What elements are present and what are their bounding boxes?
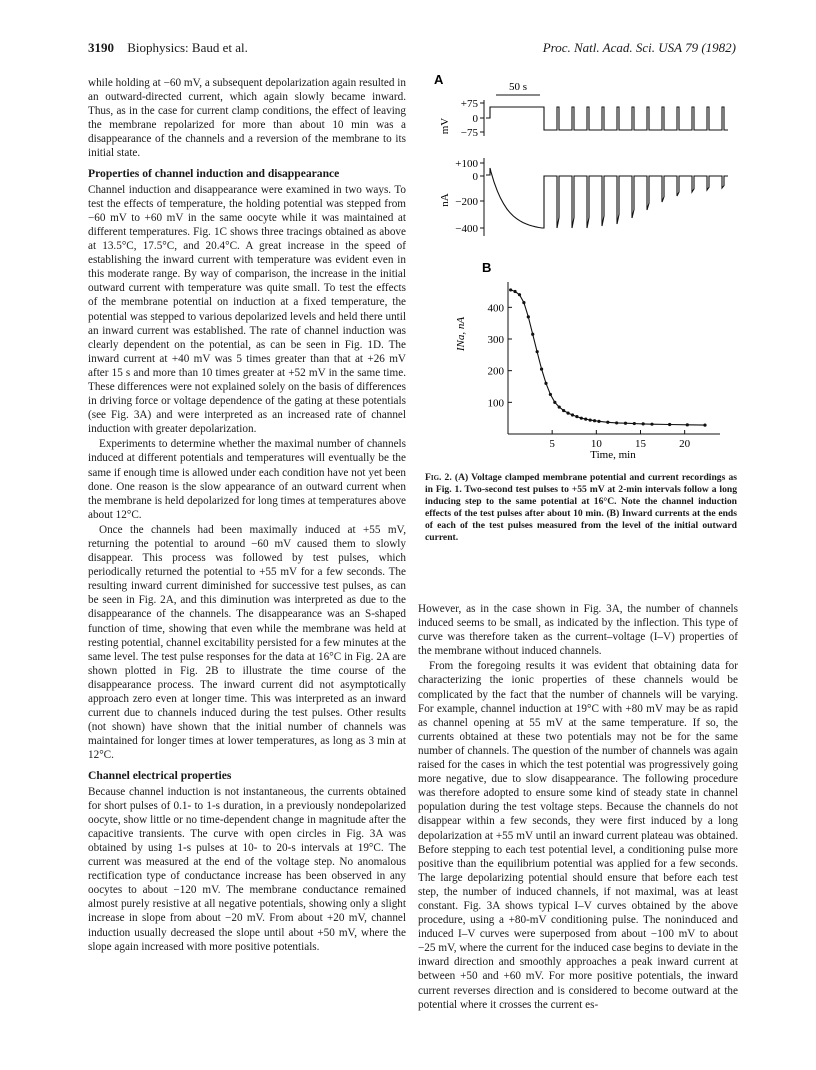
journal-citation: Proc. Natl. Acad. Sci. USA 79 (1982)	[542, 40, 736, 55]
section-heading: Channel electrical properties	[88, 768, 232, 782]
caption-text: (A) Voltage clamped membrane potential and current recordings as in Fig. 1. Two-second test pulses to +55 mV at 2-min intervals follow a long inducing step to the same potential at 16°C. Note the channel induction effects of the test pulses after about 10 min. (B) Inward currents at the ends of each of the test pulses measured from the level of the initial outward current.	[425, 472, 738, 543]
data-point	[522, 301, 525, 304]
x-tick-label: 10	[590, 438, 602, 450]
y-tick-label: −200	[455, 196, 478, 208]
data-point	[540, 367, 543, 370]
y-tick-label: 0	[472, 113, 478, 125]
data-point	[544, 382, 547, 385]
paragraph: while holding at −60 mV, a subsequent depolarization again resulted in an outward-directed current, which again slowly became inward. Thus, as in the case for current clamp conditions, the effect of leaving the membrane repolarized for more than about 10 min was a disappearance of the channels and a reversion of the membrane to its initial state.	[88, 77, 406, 160]
data-point	[624, 422, 627, 425]
x-tick-label: 20	[679, 438, 691, 450]
scale-bar-label: 50 s	[508, 81, 528, 93]
data-point	[558, 405, 561, 408]
left-column	[88, 76, 406, 955]
x-tick-label: 15	[635, 438, 646, 450]
figure-caption	[425, 472, 737, 544]
voltage-trace	[486, 107, 728, 130]
y-tick-label: 300	[487, 334, 504, 346]
voltage-ticks	[461, 98, 484, 139]
data-point	[606, 421, 609, 424]
figure-2-svg	[428, 72, 728, 472]
data-point	[593, 419, 596, 422]
paragraph: From the foregoing results it was evident that obtaining data for characterizing the ionic properties of these channels would be complicated by the fact that the number of channels will be varying. For example, channel induction at 19°C with +80 mV may be as rapid as channel opening at 55 mV at the same temperature. If so, the currents obtained at these two potentials may not be for the same number of channels. The question of the number of channels was again raised for the cases in which the test potential was progressively going more negative, due to slow disappearance. The following procedure was therefore adopted to ensure some kind of steady state in channel population during the test voltage steps. Because the channels do not disappear within a few seconds, they were first induced by a long depolarization at +55 mV until an inward current plateau was obtained. Before stepping to each test potential level, a conditioning pulse more positive than the equilibrium potential was applied for a few seconds. The large depolarizing potential should ensure that before each test step, the number of induced channels, if not maximal, was at least constant. Fig. 3A shows typical I–V curves obtained by the above procedure, using a +80-mV conditioning pulse. The noninduced and induced I–V curves were superposed from about −100 mV to about −25 mV, where the current for the induced case begins to deviate in the inward direction and smoothly approaches a peak inward current at between +50 and +60 mV. For more positive potentials, the inward current reverses direction and is considered to become outward at the potential where it crosses the current es-	[418, 660, 738, 1011]
paragraph: However, as in the case shown in Fig. 3A, the number of channels induced seems to be small, as indicated by the inflection. This type of curve was therefore taken as the current–voltage (I–V) properties of the membrane without induced channels.	[418, 603, 738, 658]
voltage-ylabel: mV	[439, 117, 451, 135]
paragraph: Once the channels had been maximally induced at +55 mV, returning the potential to around −60 mV caused them to slowly disappear. This process was followed by test pulses, which periodically returned the potential to +55 mV for a few seconds. The resulting inward current diminished for successive test pulses, as can be seen in Fig. 2A, and this diminution was interpreted as due to the disappearance of the channels. The disappearance was an S-shaped function of time, showing that even while the membrane was held at resting potential, channel excitability persisted for a few minutes at the same level. The test pulse responses for the data at 16°C in Fig. 2A are shown plotted in Fig. 2B to illustrate the time course of the disappearance process. The inward current did not asymptotically approach zero even at longer time. This was interpreted as an inward current due to channels induced during the test pulses. Other results (not shown) have shown that the initial number of channels was maintained for longer times at lower temperatures, as long as 3 min at 12°C.	[88, 523, 406, 762]
data-point	[650, 423, 653, 426]
caption-label: Fig. 2.	[425, 472, 452, 483]
data-point	[642, 422, 645, 425]
current-trace	[486, 168, 728, 228]
figure-2	[428, 72, 728, 472]
data-point	[571, 413, 574, 416]
panel-b-label: B	[482, 260, 492, 275]
data-point	[531, 333, 534, 336]
section-heading: Properties of channel induction and disappearance	[88, 166, 340, 180]
paragraph: Experiments to determine whether the maximal number of channels induced at different potentials and temperatures will eventually be the same if enough time is allowed under each condition have not yet been done. One reason is the slow appearance of an outward current when the membrane is held depolarized for long times at temperatures above about 12°C.	[88, 438, 406, 521]
data-point	[513, 290, 516, 293]
data-point	[518, 293, 521, 296]
data-point	[575, 415, 578, 418]
page-number: 3190	[88, 40, 114, 55]
data-point	[549, 393, 552, 396]
data-point	[633, 422, 636, 425]
right-column	[418, 602, 738, 1013]
y-tick-label: −400	[455, 223, 478, 235]
chart-xlabel: Time, min	[590, 449, 636, 461]
y-tick-label: 400	[487, 302, 504, 315]
data-point	[597, 420, 600, 423]
chart-ticks	[488, 302, 691, 450]
data-point	[509, 288, 512, 291]
data-point	[703, 424, 706, 427]
paragraph: Because channel induction is not instantaneous, the currents obtained for short pulses of 0.1- to 1-s duration, in a previously nondepolarized oocyte, show little or no time-dependent change in magnitude after the capacitive transients. The curve with open circles in Fig. 3A was obtained by using 1-s pulses at 10- to 20-s intervals at 19°C. The current was measured at the end of the voltage step. No anomalous rectification type of conductance increase has been observed in any oocytes to about −120 mV. The membrane conductance remained almost purely resistive at all negative potentials, showing only a slight increase in slope from about −20 mV. From about +20 mV, channel induction usually decreased the slope until about +50 mV, where the slope again increased with more positive potentials.	[88, 785, 406, 953]
panel-a-label: A	[434, 72, 444, 87]
data-point	[527, 315, 530, 318]
data-point	[562, 409, 565, 412]
chart-series-line	[511, 290, 705, 425]
chart-ylabel: INa, nA	[455, 316, 467, 352]
y-tick-label: 100	[487, 397, 504, 410]
data-point	[589, 418, 592, 421]
data-point	[668, 423, 671, 426]
y-tick-label: +100	[455, 158, 478, 170]
current-ticks	[455, 158, 484, 235]
paragraph: Channel induction and disappearance were examined in two ways. To test the effects of temperature, the holding potential was stepped from −60 mV to +60 mV in the same oocyte while it was maintained at different temperatures. Fig. 1C shows three tracings obtained as above at 13.5°C, 17.5°C, and 20.4°C. A great increase in the speed of establishing the inward current with temperature was evident even in this moderate range. By way of comparison, the increase in the initial outward current with temperature was quite small. To test the effects of the membrane potential on induction at a fixed temperature, the potential was stepped to various depolarized levels and held there until an inward current was established. The rate of channel induction was clearly dependent on the potential, as can be seen in Fig. 1D. The inward current at +40 mV was 5 times greater than that at +26 mV after 15 s and more than 10 times greater at +52 mV in the same time. These differences were not explained solely on the basis of differences in driving force or voltage dependence of the gating at these potentials (see Fig. 3A) and were interpreted as an increased rate of channel induction with greater depolarization.	[88, 183, 406, 436]
y-tick-label: −75	[460, 127, 478, 139]
current-ylabel: nA	[439, 193, 451, 207]
running-header	[88, 40, 736, 56]
section-authors: Biophysics: Baud et al.	[127, 40, 248, 55]
data-point	[580, 417, 583, 420]
y-tick-label: 200	[487, 365, 504, 378]
data-point	[584, 418, 587, 421]
x-tick-label: 5	[549, 438, 555, 450]
y-tick-label: 0	[472, 171, 478, 183]
y-tick-label: +75	[460, 98, 478, 110]
data-point	[686, 423, 689, 426]
data-point	[553, 401, 556, 404]
data-point	[566, 412, 569, 415]
data-point	[615, 421, 618, 424]
data-point	[536, 350, 539, 353]
